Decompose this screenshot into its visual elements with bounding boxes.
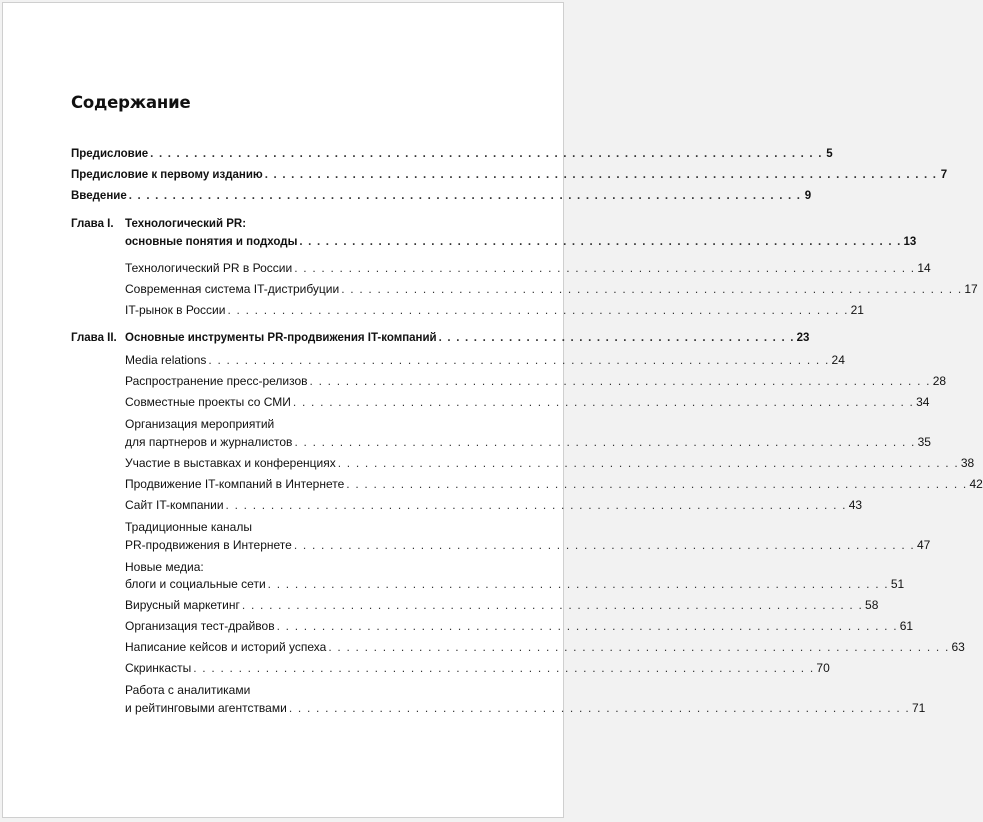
leader-dots: . . . . . . . . . . . . . . . . . . . . . . . . . . . . . . . . . . . . . . . . . . . . . . . . . . . . . . . . . . . . . . . . . . . . . <box>337 456 959 470</box>
toc-section[interactable] <box>125 281 978 297</box>
document-page <box>2 2 983 818</box>
toc-entry-label: Распространение пресс-релизов <box>125 374 308 388</box>
toc-page-number: 47 <box>916 538 931 552</box>
chapter-2-number: Глава II. <box>71 332 117 344</box>
leader-dots: . . . . . . . . . . . . . . . . . . . . . . . . . . . . . . . . . . . . . . . . . . . . . . . . . . . . . . . . . . . . . . . . . . . . . <box>276 619 898 633</box>
leader-dots: . . . . . . . . . . . . . . . . . . . . . . . . . . . . . . . . . . . . . . . . . . . . . . . . . . . . . . . . . . . . . . . . . . . . . . . . . . . . . <box>264 169 938 181</box>
toc-section[interactable] <box>125 302 864 318</box>
toc-entry-label: Введение <box>71 190 127 202</box>
toc-page-number: 42 <box>969 477 983 491</box>
toc-page-number: 28 <box>932 374 947 388</box>
toc-page-number: 70 <box>816 661 830 675</box>
leader-dots: . . . . . . . . . . . . . . . . . . . . . . . . . . . . . . . . . . . . . . . . . . . . . . . . . . . . . . . . . . . . . . . . . . . . . <box>288 701 910 715</box>
toc-title: Содержание <box>71 93 191 112</box>
toc-entry-label: блоги и социальные сети <box>125 577 266 591</box>
toc-page-number: 51 <box>890 577 905 591</box>
toc-entry-label: PR-продвижения в Интернете <box>125 538 292 552</box>
toc-page-number: 38 <box>960 456 975 470</box>
toc-page-number: 43 <box>848 498 863 512</box>
toc-section[interactable] <box>125 394 930 410</box>
leader-dots: . . . . . . . . . . . . . . . . . . . . . . . . . . . . . . . . . . . . . . . . . . . . . . . . . . . . . . . . . . . . . . . . . . . . . <box>294 261 916 275</box>
toc-entry-preface-first-edition[interactable] <box>71 167 948 183</box>
toc-entry-preface[interactable] <box>71 146 833 162</box>
toc-entry-label: Продвижение IT-компаний в Интернете <box>125 477 345 491</box>
leader-dots: . . . . . . . . . . . . . . . . . . . . . . . . . . . . . . . . . . . . . . . . . . . . . . . . . . . . . . . . . . . . . . . . . . . . . <box>292 395 915 409</box>
leader-dots: . . . . . . . . . . . . . . . . . . . . . . . . . . . . . . . . . . . . . . . . . . . . . . . . . . . . . . . . . . . . . . . . . . . . . . . . . . . . . <box>150 148 823 160</box>
toc-section[interactable] <box>125 660 830 676</box>
toc-entry-label: Написание кейсов и историй успеха <box>125 640 327 654</box>
leader-dots: . . . . . . . . . . . . . . . . . . . . . . . . . . . . . . . . . . . . . . . . . . . . . . . . . . . . . . . . . . . . . . . . . . . . . <box>309 374 931 388</box>
leader-dots: . . . . . . . . . . . . . . . . . . . . . . . . . . . . . . . . . . . . . . . . . . . . . . . . . . . . . . . . . . . . . . . . . . . . . <box>293 538 915 552</box>
toc-section-line1: Организация мероприятий <box>125 417 275 431</box>
toc-entry-label: Организация тест-драйвов <box>125 619 275 633</box>
toc-page-number: 61 <box>899 619 914 633</box>
toc-page-number: 17 <box>964 282 978 296</box>
toc-section[interactable] <box>125 618 914 634</box>
toc-entry-introduction[interactable] <box>71 188 812 204</box>
toc-page-number: 35 <box>917 435 931 449</box>
toc-page-number: 14 <box>917 261 931 275</box>
leader-dots: . . . . . . . . . . . . . . . . . . . . . . . . . . . . . . . . . . . . . . . . . . . . . . . . . . . . . . . . . . . . . . . . . . . . . <box>225 498 847 512</box>
toc-section[interactable] <box>125 639 965 655</box>
toc-section[interactable] <box>125 497 863 513</box>
toc-page-number: 58 <box>865 598 879 612</box>
toc-entry-label: Сайт IT-компании <box>125 498 224 512</box>
toc-entry-label: IT-рынок в России <box>125 303 226 317</box>
toc-entry-label: Современная система IT-дистрибуции <box>125 282 340 296</box>
toc-section[interactable] <box>125 576 905 592</box>
leader-dots: . . . . . . . . . . . . . . . . . . . . . . . . . . . . . . . . . . . . . . . . . . . . . . . . . . . . . . . . . . . . . . . . . . . . . <box>241 598 864 612</box>
toc-section[interactable] <box>125 537 931 553</box>
toc-entry-label: Вирусный маркетинг <box>125 598 240 612</box>
leader-dots: . . . . . . . . . . . . . . . . . . . . . . . . . . . . . . . . . . . . . . . . . . . . . . . . . . . . . . . . . . . . . . . . . . . . . <box>193 661 815 675</box>
toc-entry-label: Скринкасты <box>125 661 192 675</box>
toc-entry-label: Участие в выставках и конференциях <box>125 456 336 470</box>
leader-dots: . . . . . . . . . . . . . . . . . . . . . . . . . . . . . . . . . . . . . . . . . <box>438 332 795 344</box>
toc-section-line1: Работа с аналитиками <box>125 683 251 697</box>
toc-page-number: 63 <box>951 640 965 654</box>
leader-dots: . . . . . . . . . . . . . . . . . . . . . . . . . . . . . . . . . . . . . . . . . . . . . . . . . . . . . . . . . . . . . . . . . . . . . . . . . . . . . <box>128 190 802 202</box>
toc-page-number: 23 <box>796 332 810 344</box>
chapter-1-title-line1: Технологический PR: <box>125 218 247 230</box>
toc-entry-label: основные понятия и подходы <box>125 236 298 248</box>
leader-dots: . . . . . . . . . . . . . . . . . . . . . . . . . . . . . . . . . . . . . . . . . . . . . . . . . . . . . . . . . . . . . . . . . . . . . <box>341 282 963 296</box>
toc-page-number: 7 <box>940 169 948 181</box>
toc-section-line1: Традиционные каналы <box>125 520 252 534</box>
toc-entry-chapter-2[interactable] <box>125 330 810 346</box>
toc-section[interactable] <box>125 352 845 368</box>
toc-entry-label: для партнеров и журналистов <box>125 435 293 449</box>
toc-section-line1: Новые медиа: <box>125 560 204 574</box>
leader-dots: . . . . . . . . . . . . . . . . . . . . . . . . . . . . . . . . . . . . . . . . . . . . . . . . . . . . . . . . . . . . . . . . . . . . . <box>227 303 849 317</box>
toc-entry-label: Совместные проекты со СМИ <box>125 395 291 409</box>
toc-entry-label: Предисловие к первому изданию <box>71 169 263 181</box>
toc-page-number: 13 <box>903 236 917 248</box>
toc-section[interactable] <box>125 476 983 492</box>
toc-page-number: 34 <box>916 395 930 409</box>
leader-dots: . . . . . . . . . . . . . . . . . . . . . . . . . . . . . . . . . . . . . . . . . . . . . . . . . . . . . . . . . . . . . . . . . . . . . <box>208 353 830 367</box>
toc-section[interactable] <box>125 434 931 450</box>
toc-page-number: 9 <box>804 190 812 202</box>
leader-dots: . . . . . . . . . . . . . . . . . . . . . . . . . . . . . . . . . . . . . . . . . . . . . . . . . . . . . . . . . . . . . . . . . . . . . <box>328 640 950 654</box>
toc-entry-label: Технологический PR в России <box>125 261 293 275</box>
toc-entry-label: Основные инструменты PR-продвижения IT-компаний <box>125 332 437 344</box>
toc-entry-chapter-1[interactable] <box>125 234 917 250</box>
toc-entry-label: и рейтинговыми агентствами <box>125 701 287 715</box>
toc-entry-label: Предисловие <box>71 148 149 160</box>
leader-dots: . . . . . . . . . . . . . . . . . . . . . . . . . . . . . . . . . . . . . . . . . . . . . . . . . . . . . . . . . . . . . . . . . . . . . <box>294 435 916 449</box>
leader-dots: . . . . . . . . . . . . . . . . . . . . . . . . . . . . . . . . . . . . . . . . . . . . . . . . . . . . . . . . . . . . . . . . . . . . . <box>346 477 968 491</box>
leader-dots: . . . . . . . . . . . . . . . . . . . . . . . . . . . . . . . . . . . . . . . . . . . . . . . . . . . . . . . . . . . . . . . . . . . . . <box>299 236 902 248</box>
toc-section[interactable] <box>125 597 879 613</box>
toc-page-number: 24 <box>831 353 845 367</box>
chapter-1-number: Глава I. <box>71 218 114 230</box>
toc-section[interactable] <box>125 260 931 276</box>
toc-section[interactable] <box>125 455 975 471</box>
leader-dots: . . . . . . . . . . . . . . . . . . . . . . . . . . . . . . . . . . . . . . . . . . . . . . . . . . . . . . . . . . . . . . . . . . . . . <box>267 577 889 591</box>
toc-section[interactable] <box>125 700 926 716</box>
toc-page-number: 21 <box>850 303 864 317</box>
toc-section[interactable] <box>125 373 947 389</box>
toc-page-number: 5 <box>826 148 833 160</box>
toc-entry-label: Media relations <box>125 353 207 367</box>
toc-page-number: 71 <box>911 701 926 715</box>
